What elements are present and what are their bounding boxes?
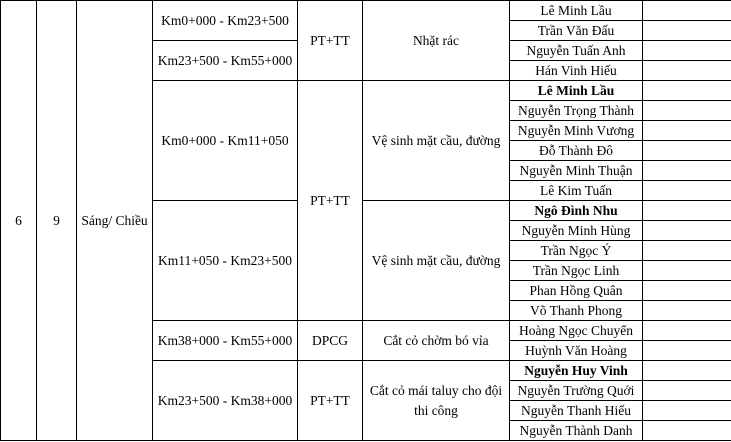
unit-cell: PT+TT	[298, 1, 363, 81]
team-leader-name-cell: Ngô Đình Nhu	[510, 201, 643, 221]
worker-name-cell: Nguyễn Trường Quới	[510, 381, 643, 401]
worker-name-cell: Đỗ Thành Đô	[510, 141, 643, 161]
task-cell: Cắt cỏ chờm bó vỉa	[363, 321, 510, 361]
worker-name-cell: Trần Văn Đấu	[510, 21, 643, 41]
task-cell: Vệ sinh mặt cầu, đường	[363, 201, 510, 321]
task-cell: Vệ sinh mặt cầu, đường	[363, 81, 510, 201]
note-cell	[643, 81, 731, 101]
note-cell	[643, 321, 731, 341]
group-number-cell: 6	[1, 1, 37, 441]
note-cell	[643, 201, 731, 221]
team-leader-name-cell: Nguyễn Huy Vinh	[510, 361, 643, 381]
worker-name-cell: Trần Ngọc Ý	[510, 241, 643, 261]
worker-name-cell: Võ Thanh Phong	[510, 301, 643, 321]
note-cell	[643, 421, 731, 441]
worker-count-cell: 9	[37, 1, 77, 441]
worker-name-cell: Nguyễn Trọng Thành	[510, 101, 643, 121]
worker-name-cell: Huỳnh Văn Hoàng	[510, 341, 643, 361]
note-cell	[643, 61, 731, 81]
segment-route-cell: Km23+500 - Km38+000	[153, 361, 298, 441]
note-cell	[643, 161, 731, 181]
worker-name-cell: Hán Vinh Hiếu	[510, 61, 643, 81]
segment-route-cell: Km38+000 - Km55+000	[153, 321, 298, 361]
note-cell	[643, 241, 731, 261]
worker-name-cell: Lê Kim Tuấn	[510, 181, 643, 201]
shift-cell: Sáng/ Chiều	[77, 1, 153, 441]
unit-cell: PT+TT	[298, 361, 363, 441]
segment-route-cell: Km0+000 - Km11+050	[153, 81, 298, 201]
note-cell	[643, 361, 731, 381]
note-cell	[643, 221, 731, 241]
note-cell	[643, 1, 731, 21]
segment-route-cell: Km0+000 - Km23+500	[153, 1, 298, 41]
note-cell	[643, 181, 731, 201]
note-cell	[643, 101, 731, 121]
table-row	[1, 1, 731, 21]
worker-name-cell: Nguyễn Thanh Hiếu	[510, 401, 643, 421]
worker-name-cell: Nguyễn Minh Vương	[510, 121, 643, 141]
unit-cell: DPCG	[298, 321, 363, 361]
task-cell: Nhặt rác	[363, 1, 510, 81]
segment-route-cell: Km23+500 - Km55+000	[153, 41, 298, 81]
note-cell	[643, 261, 731, 281]
note-cell	[643, 41, 731, 61]
worker-name-cell: Nguyễn Thành Danh	[510, 421, 643, 441]
worker-name-cell: Lê Minh Lầu	[510, 1, 643, 21]
worker-name-cell: Nguyễn Tuấn Anh	[510, 41, 643, 61]
note-cell	[643, 21, 731, 41]
worker-name-cell: Phan Hồng Quân	[510, 281, 643, 301]
worker-name-cell: Nguyễn Minh Hùng	[510, 221, 643, 241]
note-cell	[643, 341, 731, 361]
worker-name-cell: Trần Ngọc Linh	[510, 261, 643, 281]
note-cell	[643, 401, 731, 421]
task-cell: Cắt cỏ mái taluy cho đội thi công	[363, 361, 510, 441]
note-cell	[643, 121, 731, 141]
worker-name-cell: Nguyễn Minh Thuận	[510, 161, 643, 181]
team-leader-name-cell: Lê Minh Lầu	[510, 81, 643, 101]
note-cell	[643, 301, 731, 321]
note-cell	[643, 281, 731, 301]
note-cell	[643, 141, 731, 161]
note-cell	[643, 381, 731, 401]
unit-cell: PT+TT	[298, 81, 363, 321]
worker-name-cell: Hoàng Ngọc Chuyển	[510, 321, 643, 341]
segment-route-cell: Km11+050 - Km23+500	[153, 201, 298, 321]
